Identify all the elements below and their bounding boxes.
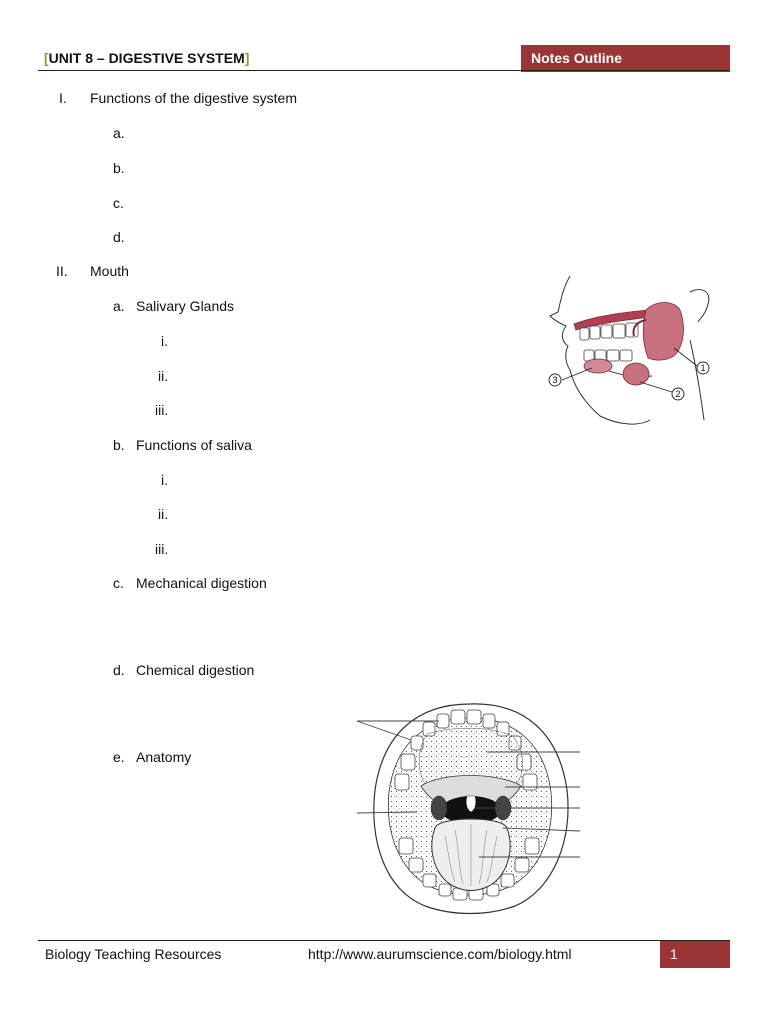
footer-source: Biology Teaching Resources [45, 946, 222, 962]
sub-b-item-ii: ii. [158, 506, 169, 522]
sub-a-label: Salivary Glands [136, 298, 235, 314]
mouth-anatomy-diagram [355, 700, 585, 918]
section-2-numeral: II. [56, 263, 68, 279]
bracket-open: [ [44, 50, 49, 66]
salivary-gland-diagram [540, 270, 720, 430]
notes-outline-label: Notes Outline [531, 50, 623, 66]
lower-teeth [584, 350, 632, 361]
sublingual-gland [584, 359, 612, 373]
sub-a-item-i: i. [161, 333, 168, 349]
section-1-item-c: c. [113, 195, 124, 211]
sub-b-item-iii: iii. [155, 541, 169, 557]
unit-title-text: UNIT 8 – DIGESTIVE SYSTEM [48, 50, 245, 66]
unit-title [44, 50, 249, 66]
sub-b-letter: b. [113, 437, 125, 453]
callout-3: 3 [552, 375, 558, 385]
footer-url[interactable]: http://www.aurumscience.com/biology.html [308, 946, 572, 962]
section-1-numeral: I. [59, 90, 67, 106]
neck-outline [690, 340, 704, 420]
sub-e-label: Anatomy [136, 749, 192, 765]
section-1-item-d: d. [113, 229, 125, 245]
callout-2: 2 [675, 389, 681, 399]
sub-a-item-iii: iii. [155, 402, 169, 418]
sub-b-label: Functions of saliva [136, 437, 252, 453]
sub-a-letter: a. [113, 298, 125, 314]
section-2-heading: Mouth [90, 263, 129, 279]
callout-1: 1 [700, 363, 706, 373]
section-1-heading: Functions of the digestive system [90, 90, 297, 106]
section-1-item-b: b. [113, 160, 125, 176]
section-1-item-a: a. [113, 125, 125, 141]
ear-outline [690, 290, 709, 322]
sub-c-letter: c. [113, 575, 124, 591]
page-number: 1 [670, 946, 678, 962]
header-divider [38, 70, 730, 71]
sub-d-label: Chemical digestion [136, 662, 255, 678]
sub-d-letter: d. [113, 662, 125, 678]
sub-e-letter: e. [113, 749, 125, 765]
left-tonsil [431, 796, 447, 820]
bracket-close: ] [244, 50, 250, 66]
notes-outline-tab [521, 45, 730, 72]
sub-c-label: Mechanical digestion [136, 575, 267, 591]
sub-a-item-ii: ii. [158, 368, 169, 384]
sub-b-item-i: i. [161, 472, 168, 488]
page-number-box [660, 941, 730, 968]
footer-divider [38, 940, 730, 941]
submandibular-gland [623, 363, 649, 385]
parotid-gland [643, 303, 683, 361]
